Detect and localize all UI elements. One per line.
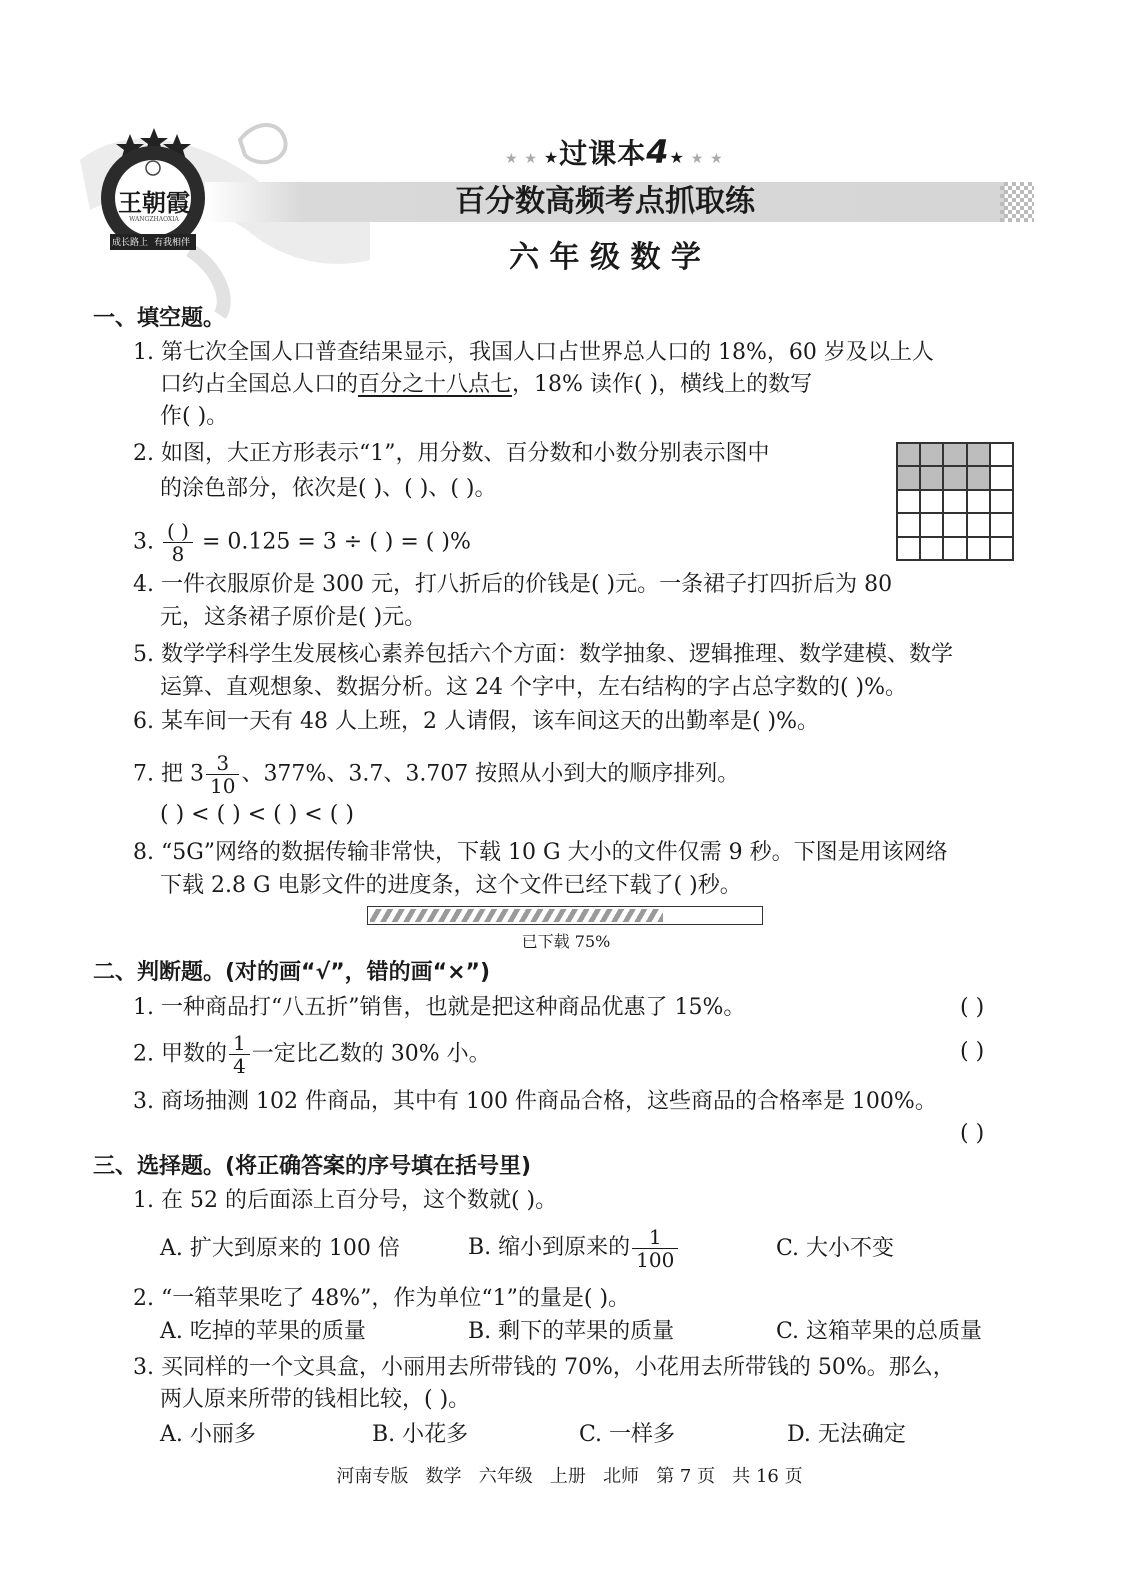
q7-frac-denominator: 10 bbox=[209, 774, 236, 798]
q1-line1: 1. 第七次全国人口普查结果显示，我国人口占世界总人口的 18%，60 岁及以上人 bbox=[133, 340, 934, 365]
q1-underlined-number: 百分之十八点七 bbox=[358, 372, 513, 397]
grid-cell bbox=[920, 466, 943, 489]
section1-heading: 一、填空题。 bbox=[93, 306, 226, 331]
grid-cell bbox=[990, 513, 1013, 536]
choice-q1-option-a: A. 扩大到原来的 100 倍 bbox=[160, 1236, 400, 1261]
judge-q2-prefix: 2. 甲数的 bbox=[133, 1041, 227, 1067]
choice-q1: 1. 在 52 的后面添上百分号，这个数就( )。 bbox=[133, 1188, 558, 1213]
q2-line1: 2. 如图，大正方形表示“1”，用分数、百分数和小数分别表示图中 bbox=[133, 441, 770, 466]
logo-slogan-right: 有我相伴 bbox=[154, 238, 191, 248]
choice-q2: 2. “一箱苹果吃了 48%”，作为单位“1”的量是( )。 bbox=[133, 1286, 631, 1311]
q1-line2 bbox=[160, 370, 812, 400]
q7-prefix: 7. 把 3 bbox=[133, 761, 204, 787]
grid-cell bbox=[990, 443, 1013, 466]
q7-line2: ( ) < ( ) < ( ) < ( ) bbox=[160, 802, 354, 827]
q4-line2: 元，这条裙子原价是( )元。 bbox=[160, 605, 427, 630]
judge-q1: 1. 一种商品打“八五折”销售，也就是把这种商品优惠了 15%。 bbox=[133, 995, 746, 1020]
shaded-grid bbox=[896, 442, 1014, 561]
download-progress-bar bbox=[367, 906, 763, 925]
grid-cell bbox=[990, 537, 1013, 560]
judge-q2-rest: 一定比乙数的 30% 小。 bbox=[251, 1041, 491, 1067]
grid-cell bbox=[897, 537, 920, 560]
choice-q3-line2: 两人原来所带的钱相比较，( )。 bbox=[160, 1387, 471, 1412]
q8-line2: 下载 2.8 G 电影文件的进度条，这个文件已经下载了( )秒。 bbox=[160, 873, 742, 898]
option-b-numerator: 1 bbox=[632, 1226, 678, 1249]
grid-cell bbox=[943, 466, 966, 489]
logo-slogan-left: 成长路上 bbox=[112, 238, 149, 248]
grid-cell bbox=[967, 490, 990, 513]
page-subtitle: 六 年 级 数 学 bbox=[509, 240, 701, 275]
judge-q1-paren: ( ) bbox=[960, 995, 985, 1020]
choice-q3-line1: 3. 买同样的一个文具盒，小丽用去所带钱的 70%，小花用去所带钱的 50%。那么， bbox=[133, 1355, 955, 1380]
grid-cell bbox=[920, 513, 943, 536]
q1-line3: 作( )。 bbox=[160, 404, 229, 429]
grid-cell bbox=[967, 466, 990, 489]
q3-frac-numerator: ( ) bbox=[163, 520, 193, 543]
q4-line1: 4. 一件衣服原价是 300 元，打八折后的价钱是( )元。一条裙子打四折后为 80 bbox=[133, 572, 893, 597]
star-icon: ★ bbox=[543, 148, 560, 167]
logo-text: 王朝霞 bbox=[118, 188, 190, 217]
choice-q3-option-b: B. 小花多 bbox=[372, 1422, 469, 1447]
judge-q2-frac-numerator: 1 bbox=[229, 1032, 250, 1055]
star-icon: ★ ★ bbox=[684, 151, 724, 167]
q3-frac-denominator: 8 bbox=[171, 542, 185, 566]
judge-q2-paren: ( ) bbox=[960, 1039, 985, 1064]
grid-cell bbox=[943, 443, 966, 466]
q1-text-rest: ，18% 读作( )，横线上的数写 bbox=[512, 372, 813, 397]
page-footer: 河南专版 数学 六年级 上册 北师 第 7 页 共 16 页 bbox=[336, 1466, 803, 1487]
series-name: 过课本 bbox=[559, 137, 647, 170]
judge-q3: 3. 商场抽测 102 件商品，其中有 100 件商品合格，这些商品的合格率是 100%。 bbox=[133, 1089, 937, 1114]
grid-cell bbox=[990, 466, 1013, 489]
star-icon: ★ bbox=[669, 148, 685, 167]
grid-cell bbox=[967, 443, 990, 466]
q7-fraction bbox=[206, 752, 239, 797]
grid-cell bbox=[920, 537, 943, 560]
q7-line1 bbox=[133, 752, 739, 797]
judge-q2-frac-denominator: 4 bbox=[232, 1054, 246, 1078]
grid-cell bbox=[943, 490, 966, 513]
grid-cell bbox=[920, 490, 943, 513]
banner-pattern bbox=[1000, 182, 1034, 222]
option-b-prefix: B. 缩小到原来的 bbox=[468, 1235, 631, 1260]
grid-cell bbox=[990, 490, 1013, 513]
grid-cell bbox=[897, 466, 920, 489]
choice-q2-option-b: B. 剩下的苹果的质量 bbox=[468, 1319, 675, 1344]
series-label bbox=[505, 132, 724, 172]
judge-q2-fraction bbox=[229, 1032, 250, 1077]
star-icon: ★ ★ bbox=[505, 151, 544, 167]
grid-cell bbox=[967, 513, 990, 536]
choice-q1-option-b bbox=[468, 1222, 680, 1274]
logo bbox=[96, 128, 211, 258]
option-b-denominator: 100 bbox=[636, 1247, 675, 1272]
page-title: 百分数高频考点抓取练 bbox=[455, 184, 755, 219]
choice-q1-option-c: C. 大小不变 bbox=[776, 1236, 895, 1261]
grid-cell bbox=[967, 537, 990, 560]
grid-cell bbox=[897, 513, 920, 536]
q7-frac-numerator: 3 bbox=[206, 752, 239, 775]
progress-label: 已下载 75% bbox=[521, 932, 611, 951]
grid-cell bbox=[897, 443, 920, 466]
grid-cell bbox=[943, 513, 966, 536]
q5-line1: 5. 数学学科学生发展核心素养包括六个方面：数学抽象、逻辑推理、数学建模、数学 bbox=[133, 642, 953, 667]
q6: 6. 某车间一天有 48 人上班，2 人请假，该车间这天的出勤率是( )%。 bbox=[133, 709, 820, 734]
q3-number: 3. bbox=[133, 529, 154, 555]
section3-heading: 三、选择题。(将正确答案的序号填在括号里) bbox=[93, 1154, 532, 1179]
grid-cell bbox=[943, 537, 966, 560]
progress-fill bbox=[370, 909, 663, 922]
option-b-fraction bbox=[632, 1226, 678, 1271]
choice-q3-option-d: D. 无法确定 bbox=[787, 1422, 906, 1447]
choice-q2-option-a: A. 吃掉的苹果的质量 bbox=[160, 1319, 366, 1344]
q3-rest: = 0.125 = 3 ÷ ( ) = ( )% bbox=[201, 529, 471, 555]
judge-q2 bbox=[133, 1032, 491, 1077]
grid-cell bbox=[897, 490, 920, 513]
q7-rest: 、377%、3.7、3.707 按照从小到大的顺序排列。 bbox=[241, 761, 740, 787]
series-number: 4 bbox=[646, 133, 670, 171]
q8-line1: 8. “5G”网络的数据传输非常快，下载 10 G 大小的文件仅需 9 秒。下图是用该网络 bbox=[133, 840, 948, 865]
judge-q3-paren: ( ) bbox=[960, 1121, 985, 1146]
q2-line2: 的涂色部分，依次是( )、( )、( )。 bbox=[160, 476, 497, 501]
logo-ring-text: WANGZHAOXIA bbox=[129, 216, 179, 223]
q1-text: 口约占全国总人口的 bbox=[160, 372, 359, 397]
choice-q3-option-a: A. 小丽多 bbox=[160, 1422, 256, 1447]
q3 bbox=[133, 520, 471, 565]
choice-q2-option-c: C. 这箱苹果的总质量 bbox=[776, 1319, 983, 1344]
q3-fraction bbox=[163, 520, 193, 565]
choice-q3-option-c: C. 一样多 bbox=[579, 1422, 676, 1447]
q5-line2: 运算、直观想象、数据分析。这 24 个字中，左右结构的字占总字数的( )%。 bbox=[160, 675, 908, 700]
grid-cell bbox=[920, 443, 943, 466]
section2-heading: 二、判断题。(对的画“√”，错的画“×”) bbox=[93, 960, 491, 985]
